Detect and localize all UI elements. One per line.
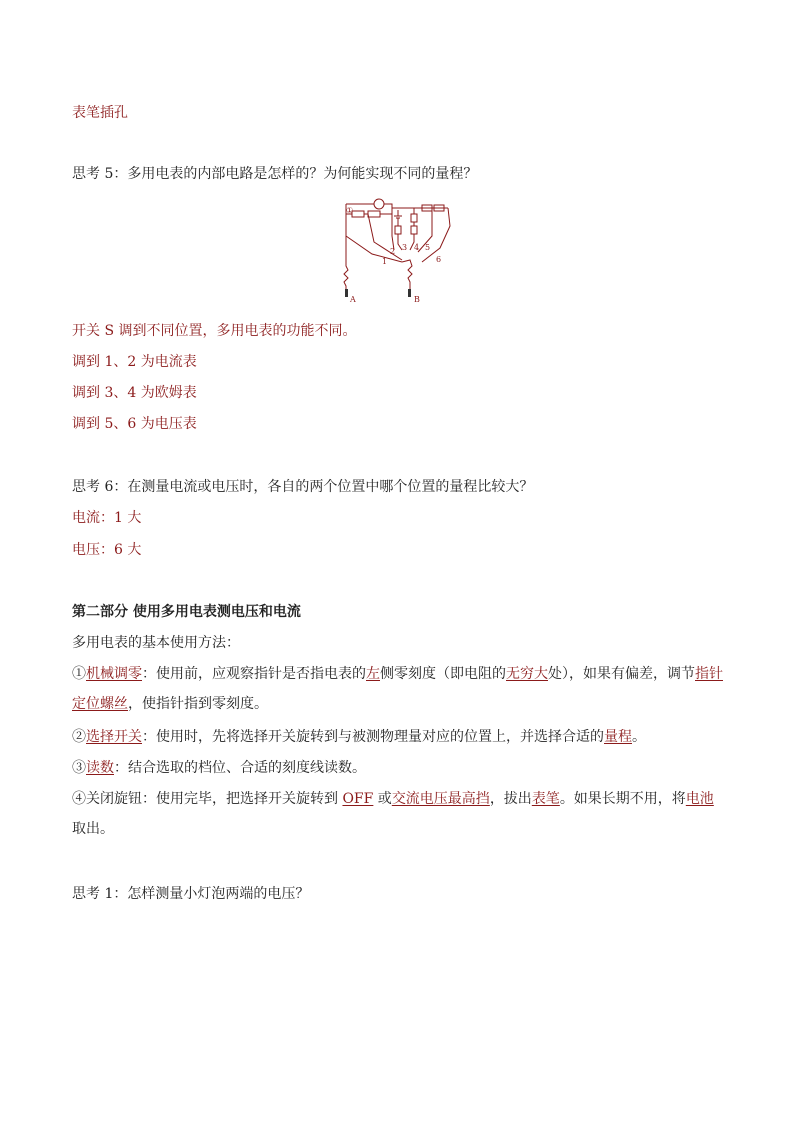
think5-answer-line: 调到 1、2 为电流表 (72, 354, 197, 370)
think5-answer-line: 调到 5、6 为电压表 (72, 416, 197, 432)
step4-keyword-probe: 表笔 (531, 791, 560, 807)
think5-answer-line: 调到 3、4 为欧姆表 (72, 385, 197, 401)
terminal-a-label: A (350, 295, 356, 304)
step4-number: ④ (72, 791, 86, 807)
part2-intro: 多用电表的基本使用方法： (72, 635, 240, 651)
think6-answer-voltage: 电压：6 大 (72, 542, 142, 558)
step4-text: 取出。 (72, 821, 114, 837)
think5-answer-intro: 开关 S 调到不同位置，多用电表的功能不同。 (72, 323, 357, 339)
think6-answer-current: 电流：1 大 (72, 510, 142, 526)
step2-number: ② (72, 729, 86, 745)
step3-paragraph (72, 758, 366, 778)
step4-text: 或 (373, 791, 392, 807)
step1-text: 处），如果有偏差，调节 (548, 666, 695, 682)
probe-jack-label: 表笔插孔 (72, 105, 128, 121)
switch-position-4: 4 (414, 243, 420, 252)
switch-position-2: 2 (390, 247, 396, 256)
step2-paragraph (72, 727, 646, 747)
step4-paragraph (72, 784, 724, 844)
step4-text: 。如果长期不用，将 (559, 791, 686, 807)
step1-keyword-left: 左 (366, 666, 380, 682)
step4-keyword-battery: 电池 (685, 791, 714, 807)
step4-keyword-ac-max: 交流电压最高挡 (391, 791, 490, 807)
step2-text: 。 (632, 729, 646, 745)
terminal-b-label: B (414, 295, 420, 304)
step1-text: ：使用前，应观察指针是否指电表的 (142, 666, 366, 682)
step1-text: ，使指针指到零刻度。 (128, 696, 268, 712)
step1-keyword-screw: 指针定位螺丝 (72, 666, 723, 712)
step1-text: 侧零刻度（即电阻的 (380, 666, 506, 682)
think6-question: 思考 6：在测量电流或电压时，各自的两个位置中哪个位置的量程比较大？ (72, 479, 534, 495)
step4-keyword-off: OFF (342, 791, 374, 807)
think1-question: 思考 1：怎样测量小灯泡两端的电压？ (72, 886, 310, 902)
step4-text: ，拔出 (489, 791, 532, 807)
step1-number: ① (72, 666, 86, 682)
step3-number: ③ (72, 760, 86, 776)
think5-question: 思考 5：多用电表的内部电路是怎样的？为何能实现不同的量程？ (72, 166, 478, 182)
step1-paragraph (72, 659, 724, 719)
step1-keyword: 机械调零 (86, 666, 142, 682)
switch-position-3: 3 (402, 243, 408, 252)
meter-symbol: ① (346, 206, 354, 215)
multimeter-circuit-diagram (332, 196, 462, 306)
step2-keyword-range: 量程 (604, 729, 632, 745)
step1-keyword-infinity: 无穷大 (506, 666, 548, 682)
step2-text: ：使用时，先将选择开关旋转到与被测物理量对应的位置上，并选择合适的 (142, 729, 604, 745)
step4-text: 关闭旋钮：使用完毕，把选择开关旋转到 (86, 791, 343, 807)
switch-position-5: 5 (425, 243, 431, 252)
part2-heading: 第二部分 使用多用电表测电压和电流 (72, 604, 301, 620)
switch-position-6: 6 (436, 255, 442, 264)
step3-keyword: 读数 (86, 760, 114, 776)
step2-keyword: 选择开关 (86, 729, 142, 745)
step3-text: ：结合选取的档位、合适的刻度线读数。 (114, 760, 366, 776)
switch-position-1: 1 (382, 257, 388, 266)
